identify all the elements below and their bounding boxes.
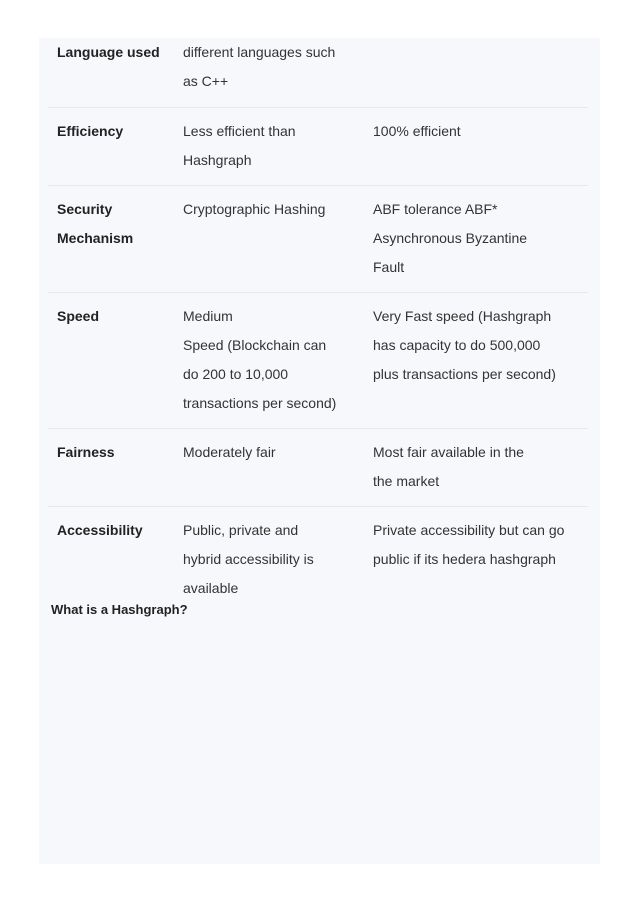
blockchain-cell: Moderately fair (183, 444, 276, 460)
hashgraph-cell: 100% efficient (373, 123, 461, 139)
hashgraph-cell: Private accessibility but can go public if its hedera hashgraph (373, 522, 565, 567)
table-row-fairness (48, 429, 588, 507)
feature-cell: Efficiency (57, 123, 124, 139)
blockchain-cell: Cryptographic Hashing (183, 201, 326, 217)
table-row-accessibility (48, 507, 588, 613)
feature-cell: Accessibility (57, 522, 143, 538)
comparison-table (48, 38, 588, 613)
feature-cell: Fairness (57, 444, 115, 460)
table-row-speed (48, 293, 588, 429)
blockchain-cell: different languages such as C++ (183, 44, 336, 89)
blockchain-cell: Less efficient than Hashgraph (183, 123, 296, 168)
blockchain-cell: Public, private and hybrid accessibility is available (183, 522, 314, 596)
feature-cell: Language used (57, 44, 160, 60)
hashgraph-cell: Most fair available in the the market (373, 444, 524, 489)
table-row-security (48, 186, 588, 293)
feature-cell: Speed (57, 308, 100, 324)
table-row-efficiency (48, 108, 588, 186)
feature-cell: Security Mechanism (57, 201, 134, 246)
hashgraph-cell: Very Fast speed (Hashgraph has capacity to do 500,000 plus transactions per second) (373, 308, 556, 382)
table-row-language (48, 38, 588, 108)
section-heading: What is a Hashgraph? (51, 602, 188, 617)
hashgraph-cell (364, 38, 588, 96)
hashgraph-cell: ABF tolerance ABF* Asynchronous Byzantine Fault (373, 201, 528, 275)
blockchain-cell: Medium Speed (Blockchain can do 200 to 10,000 transactions per second) (183, 308, 337, 411)
